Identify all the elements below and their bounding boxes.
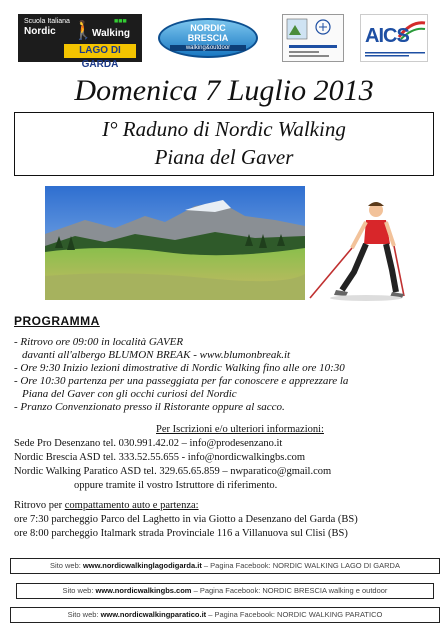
footer-site-link[interactable]: www.nordicwalkinglagodigarda.it xyxy=(82,561,202,570)
contact-line: oppure tramite il vostro Istruttore di riferimento. xyxy=(74,480,278,491)
footer-box-brescia xyxy=(16,583,434,599)
footer-middle: – Pagina Facebook: xyxy=(201,561,273,570)
info-heading: Per Iscrizioni e/o ulteriori informazioni: xyxy=(156,424,324,435)
nordic-walker-illustration xyxy=(306,198,416,304)
meeting-heading-underlined: compattamento auto e partenza: xyxy=(64,500,199,511)
program-line: - Ore 10:30 partenza per una passeggiata per far conoscere e apprezzare la xyxy=(14,375,349,387)
program-heading: PROGRAMMA xyxy=(14,314,100,328)
program-line: - Pranzo Convenzionato presso il Ristorante oppure al sacco. xyxy=(14,401,285,413)
meeting-line: ore 8:00 parcheggio Italmark strada Provinciale 116 a Villanuova sul Clisi (BS) xyxy=(14,528,348,539)
event-date: Domenica 7 Luglio 2013 xyxy=(74,74,374,107)
logo-nordic-label: Nordic xyxy=(24,26,56,37)
footer-middle: – Pagina Facebook: xyxy=(206,610,278,619)
footer-box-paratico xyxy=(10,607,440,623)
program-line: Piana del Gaver con gli occhi curiosi del Nordic xyxy=(22,388,237,400)
footer-facebook-page: NORDIC WALKING LAGO DI GARDA xyxy=(272,561,400,570)
logo-tagline: walking&outdoor xyxy=(170,45,246,51)
footer-facebook-page: NORDIC BRESCIA walking e outdoor xyxy=(262,586,388,595)
program-line: - Ritrovo ore 09:00 in località GAVER xyxy=(14,336,184,348)
logo-lago-label: LAGO DI GARDA xyxy=(64,44,136,58)
logo-brescia-label: BRESCIA xyxy=(187,33,229,43)
footer-box-lago-garda xyxy=(10,558,440,574)
footer-facebook-page: NORDIC WALKING PARATICO xyxy=(277,610,383,619)
footer-prefix: Sito web: xyxy=(67,610,101,619)
footer-middle: – Pagina Facebook: xyxy=(191,586,263,595)
program-line: - Ore 9:30 Inizio lezioni dimostrative di Nordic Walking fino alle ore 10:30 xyxy=(14,362,345,374)
paratico-emblem-icon xyxy=(283,15,343,61)
contact-line: Nordic Walking Paratico ASD tel. 329.65.65.859 – nwparatico@gmail.com xyxy=(14,466,332,477)
aics-logo xyxy=(360,14,428,62)
footer-site-link[interactable]: www.nordicwalkingparatico.it xyxy=(100,610,207,619)
contact-line: Sede Pro Desenzano tel. 030.991.42.02 – info@prodesenzano.it xyxy=(14,438,283,449)
program-line: davanti all'albergo BLUMON BREAK - www.blumonbreak.it xyxy=(22,349,291,361)
footer-prefix: Sito web: xyxy=(62,586,96,595)
paratico-logo xyxy=(282,14,344,62)
meeting-heading xyxy=(14,500,199,511)
footer-site-link[interactable]: www.nordicwalkingbs.com xyxy=(95,586,192,595)
nordic-walking-lago-garda-logo xyxy=(18,14,142,70)
aics-subtitle-lines xyxy=(365,51,425,57)
event-location: Piana del Gaver xyxy=(154,145,294,169)
walker-icon: 🚶 xyxy=(72,20,95,40)
meeting-heading-prefix: Ritrovo per xyxy=(14,500,65,511)
logo-nordic-label: NORDIC xyxy=(190,23,226,33)
logo-school-label: Scuola Italiana xyxy=(24,18,70,25)
aics-label: AICS xyxy=(365,25,409,47)
mountain-landscape-photo xyxy=(45,186,305,300)
event-title: I° Raduno di Nordic Walking xyxy=(102,117,346,141)
title-box xyxy=(14,112,434,176)
footer-prefix: Sito web: xyxy=(50,561,83,570)
contact-line: Nordic Brescia ASD tel. 333.52.55.655 - info@nordicwalkingbs.com xyxy=(14,452,306,463)
nordic-brescia-logo xyxy=(158,14,258,62)
logo-walking-label: Walking xyxy=(92,28,130,39)
meeting-line: ore 7:30 parcheggio Parco del Laghetto in via Giotto a Desenzano del Garda (BS) xyxy=(14,514,358,525)
flag-icon: ■■■ xyxy=(114,18,127,25)
